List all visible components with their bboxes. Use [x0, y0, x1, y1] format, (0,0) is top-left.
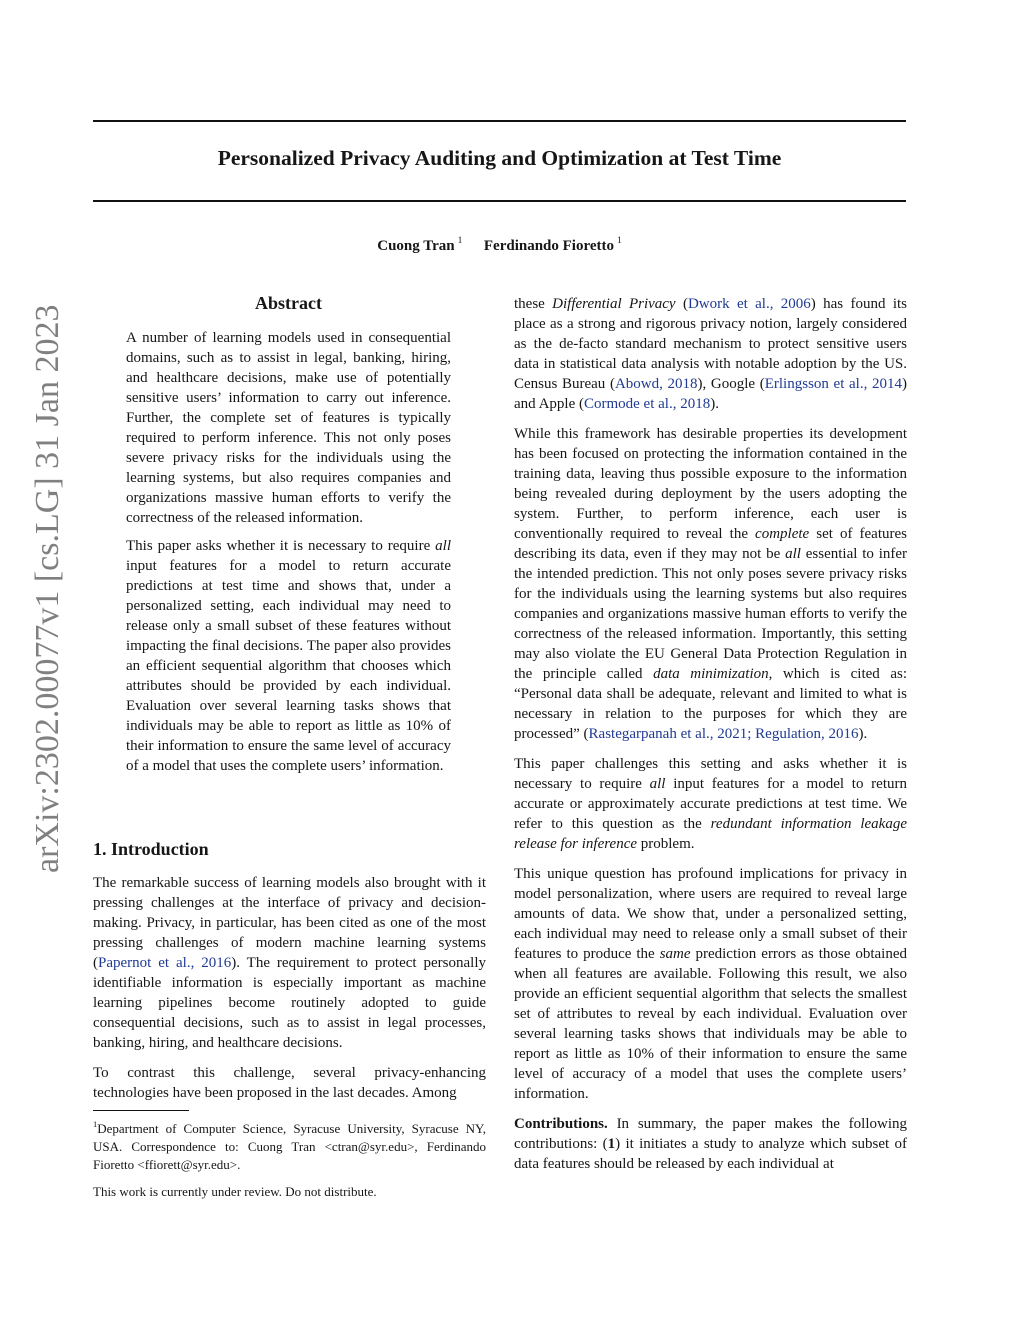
citation-link[interactable]: Erlingsson et al., 2014 — [764, 376, 902, 392]
abstract-heading: Abstract — [255, 293, 322, 313]
citation-link[interactable]: Abowd, 2018 — [614, 376, 698, 392]
affiliation-mark: 1 — [457, 236, 463, 246]
arxiv-stamp: arXiv:2302.00077v1 [cs.LG] 31 Jan 2023 — [29, 304, 66, 873]
paper-title: Personalized Privacy Auditing and Optimization at Test Time — [217, 146, 782, 170]
intro-paragraph-1: The remarkable success of learning models also brought with it pressing challenges at the interface of privacy and decision-making. Privacy, in particular, has been cited as one of the most pressing challenges of modern machine learning systems (Papernot et al., 2016). The requirement to protect personally identifiable information is especially important as machine learning pipelines become routinely adopted to guide consequential decisions, such as to assist in legal processes, banking, hiring, and healthcare decisions. — [93, 875, 486, 1051]
citation-link[interactable]: Papernot et al., 2016 — [98, 955, 232, 971]
top-rule — [93, 120, 906, 122]
affiliation-footnote: $^1$Department of Computer Science, Syracuse University, Syracuse NY, USA. Correspondence to: Cuong Tran <ctran@syr.edu>, Ferdinando Fioretto <ffiorett@syr.edu>. — [93, 1119, 486, 1172]
body-paragraph: This paper challenges this setting and asks whether it is necessary to require all input features for a model to return accurate or approximately accurate predictions at test time. We refer to this question as the redundant information leakage release for inference problem. — [514, 756, 907, 852]
right-column — [514, 294, 907, 1184]
abstract-paragraph-2: This paper asks whether it is necessary to require all input features for a model to return accurate predictions at test time and shows that, under a personalized setting, each individual may need to release only a small subset of these features without impacting the final decisions. The paper also provides an efficient sequential algorithm that chooses which attributes should be provided by each individual. Evaluation over several learning tasks shows that individuals may be able to report as little as 10% of their information to ensure the same level of accuracy of a model that uses the complete users’ information. — [126, 538, 451, 774]
contributions-paragraph: Contributions. In summary, the paper makes the following contributions: (1) it initiates a study to analyze which subset of data features should be released by each individual at — [514, 1116, 907, 1172]
intro-paragraph-2: To contrast this challenge, several privacy-enhancing technologies have been proposed in the last decades. Among — [93, 1065, 486, 1101]
footnote-rule — [93, 1110, 189, 1111]
body-paragraph: While this framework has desirable properties its development has been focused on protecting the information contained in the training data, leaving thus possible exposure to the information being revealed during deployment by the users adopting the system. Further, to perform inference, each user is conventionally required to reveal the complete set of features describing its data, even if they may not be all essential to infer the intended prediction. This not only poses severe privacy risks for the individuals using the learning systems but also requires companies and organizations massive human efforts to verify the correctness of the released information. Importantly, this setting may also violate the EU General Data Protection Regulation in the principle called data minimization, which is cited as: “Personal data shall be adequate, relevant and limited to what is necessary in relation to the purposes for which they are processed” (Rastegarpanah et al., 2021; Regulation, 2016). — [514, 426, 908, 742]
contributions-label: Contributions. — [514, 1116, 608, 1132]
section-heading-introduction: 1. Introduction — [93, 839, 209, 859]
author-list — [93, 236, 906, 255]
affiliation-mark: 1 — [617, 236, 622, 246]
review-note: This work is currently under review. Do not distribute. — [93, 1184, 377, 1199]
title-bottom-rule — [93, 200, 906, 202]
author-name: Cuong Tran — [377, 238, 455, 254]
body-paragraph: these Differential Privacy (Dwork et al., 2006) has found its place as a strong and rigorous privacy notion, largely considered as the de-facto standard mechanism to protect sensitive users data in statistical data analysis with notable adoption by the US. Census Bureau (Abowd, 2018), Google (Erlingsson et al., 2014) and Apple (Cormode et al., 2018). — [514, 296, 907, 412]
citation-link[interactable]: Cormode et al., 2018 — [583, 396, 711, 412]
author-name: Ferdinando Fioretto — [483, 238, 615, 254]
abstract-paragraph-1: A number of learning models used in consequential domains, such as to assist in legal, banking, hiring, and healthcare decisions, make use of potentially sensitive users’ information to carry out inference. Further, the complete set of features is typically required to perform inference. This not only poses severe privacy risks for the individuals using the learning systems, but also requires companies and organizations massive human efforts to verify the correctness of the released information. — [126, 330, 451, 526]
body-paragraph: This unique question has profound implications for privacy in model personalization, where users are required to reveal large amounts of data. We show that, under a personalized setting, each individual may need to release only a small subset of their features to produce the same prediction errors as those obtained when all features are available. Following this result, we also provide an efficient sequential algorithm that selects the smallest set of attributes to reveal by each individual. Evaluation over several learning tasks shows that individuals may be able to report as little as 10% of their information to ensure the same level of accuracy of a model that uses the complete users’ information. — [514, 866, 907, 1102]
citation-link[interactable]: Rastegarpanah et al., 2021; Regulation, 2016 — [588, 726, 859, 742]
citation-link[interactable]: Dwork et al., 2006 — [687, 296, 811, 312]
